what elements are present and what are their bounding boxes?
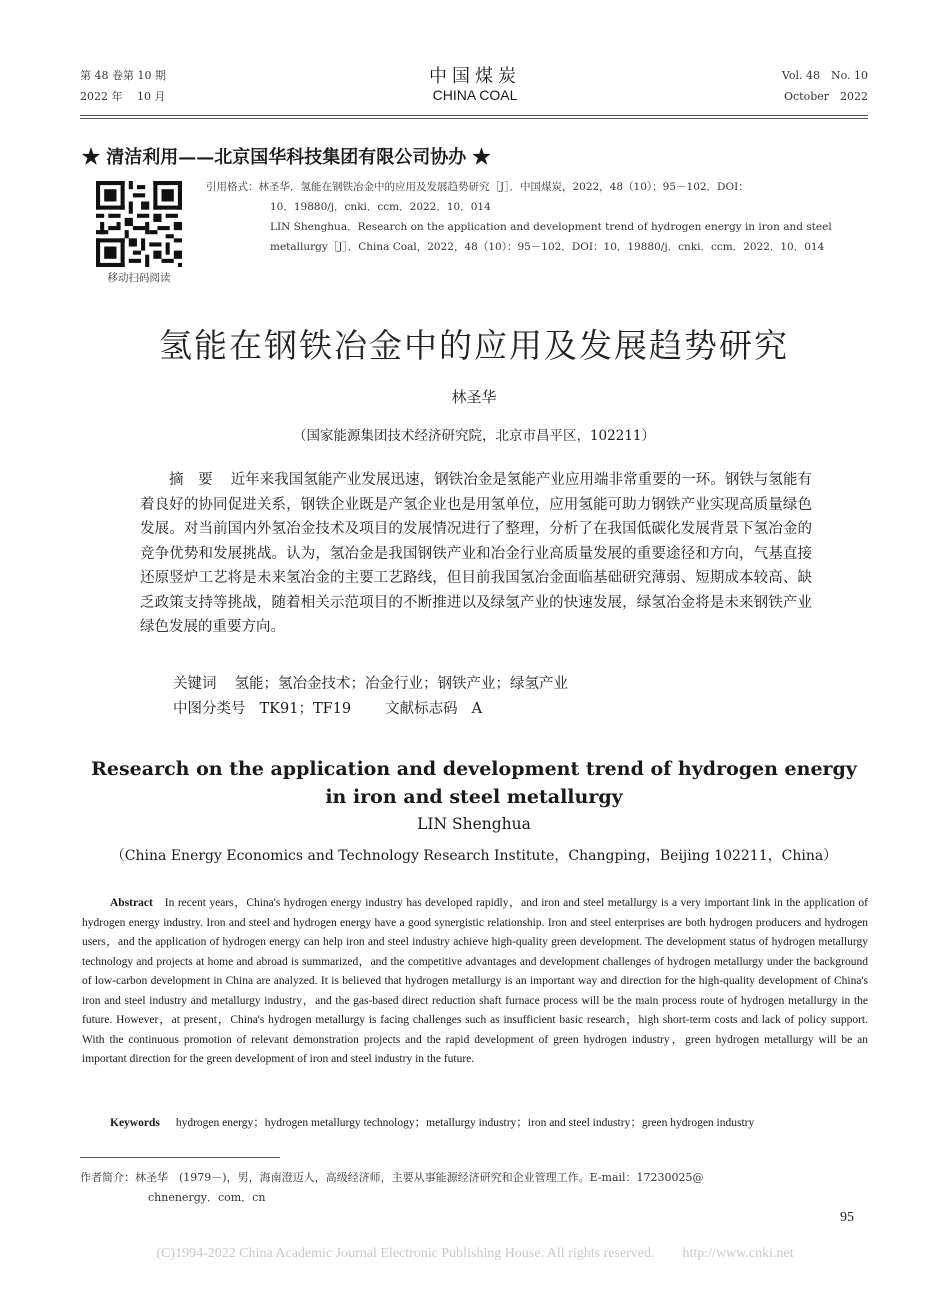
keywords-cn-label: 关键词 — [173, 676, 217, 692]
keywords-cn-text: 氢能；氢冶金技术；冶金行业；钢铁产业；绿氢产业 — [234, 676, 568, 692]
affiliation-cn: （国家能源集团技术经济研究院，北京市昌平区，102211） — [292, 428, 656, 444]
citation-line: 10．19880/j．cnki．ccm．2022．10．014 — [270, 201, 491, 213]
journal-name-cn: 中国煤炭 — [429, 66, 521, 87]
volume-issue-en: Vol. 48 No. 10 — [781, 69, 868, 82]
keywords-en-label: Keywords — [110, 1117, 160, 1129]
date-cn: 2022 年 10 月 — [80, 90, 166, 103]
section-banner: ★ 清洁利用——北京国华科技集团有限公司协办 ★ — [82, 147, 491, 168]
abstract-en — [82, 894, 868, 1070]
abstract-cn-text: 近年来我国氢能产业发展迅速，钢铁冶金是氢能产业应用端非常重要的一环。钢铁与氢能有着良好的协同促进关系，钢铁企业既是产氢企业也是用氢单位，应用氢能可助力钢铁产业实现高质量绿色发展。对当前国内外氢冶金技术及项目的发展情况进行了整理，分析了在我国低碳化发展背景下氢冶金的竞争优势和发展挑战。认为，氢冶金是我国钢铁产业和冶金行业高质量发展的重要途径和方向，气基直接还原竖炉工艺将是未来氢冶金的主要工艺路线，但目前我国氢冶金面临基础研究薄弱、短期成本较高、缺乏政策支持等挑战，随着相关示范项目的不断推进以及绿氢产业的快速发展，绿氢冶金将是未来钢铁产业绿色发展的重要方向。 — [140, 472, 813, 635]
qr-code-icon[interactable] — [96, 181, 182, 267]
page-number: 95 — [840, 1210, 854, 1225]
abstract-en-label: Abstract — [110, 897, 153, 909]
author-footnote — [80, 1168, 870, 1208]
footnote-line: 作者简介：林圣华 (1979－)，男，海南澄迈人，高级经济师，主要从事能源经济研究和企业管理工作。E-mail：17230025@ — [80, 1171, 704, 1184]
doc-code-label: 文献标志码 — [385, 701, 458, 717]
affiliation-en: （China Energy Economics and Technology Research Institute，Changping，Beijing 102211，China） — [110, 848, 838, 864]
abstract-cn-label: 摘 要 — [169, 472, 213, 488]
classification — [173, 697, 482, 721]
paper-title-en-line: in iron and steel metallurgy — [325, 786, 623, 808]
footnote-line: chnenergy．com．cn — [148, 1191, 266, 1204]
paper-title-cn: 氢能在钢铁冶金中的应用及发展趋势研究 — [159, 326, 789, 365]
citation-line: 引用格式：林圣华．氢能在钢铁冶金中的应用及发展趋势研究［J］．中国煤炭，2022，48（10）：95－102．DOI： — [206, 181, 749, 193]
keywords-en — [82, 1114, 868, 1134]
footnote-rule — [80, 1157, 280, 1158]
doc-code-value: A — [471, 701, 483, 717]
volume-issue-cn: 第 48 卷第 10 期 — [80, 69, 166, 82]
paper-title-en-line: Research on the application and development trend of hydrogen energy — [91, 758, 857, 780]
citation-block — [206, 177, 868, 257]
header-rule-2 — [80, 118, 868, 119]
citation-line: LIN Shenghua．Research on the application and development trend of hydrogen energy in iron and steel — [270, 221, 832, 233]
date-en: October 2022 — [783, 90, 868, 103]
header-rule — [80, 115, 868, 116]
abstract-cn — [140, 468, 812, 640]
keywords-cn — [173, 672, 568, 696]
classification-label: 中图分类号 — [173, 701, 246, 717]
author-en: LIN Shenghua — [417, 815, 531, 833]
abstract-en-text: In recent years，China's hydrogen energy industry has developed rapidly，and iron and steel metallurgy is a very important link in the application of hydrogen energy industry. Iron and steel and hydrogen energy have a good synergistic relationship. Iron and steel enterprises are both hydrogen producers and hydrogen users，and the application of hydrogen energy can help iron and steel industry achieve high-quality green development. The development status of hydrogen metallurgy technology and projects at home and abroad is summarized，and the competitive advantages and development challenges of hydrogen metallurgy under the background of low-carbon development in China are analyzed. It is believed that hydrogen metallurgy is an important way and direction for the high-quality development of China's iron and steel industry and metallurgy industry，and the gas-based direct reduction shaft furnace process will be the main process route of hydrogen metallurgy in the future. However，at present，China's hydrogen metallurgy is facing challenges such as insufficient basic research，high short-term costs and lack of policy support. With the continuous promotion of relevant demonstration projects and the rapid development of green hydrogen industry，green hydrogen metallurgy will be an important direction for the green development of iron and steel industry in the future. — [82, 897, 868, 1065]
classification-value: TK91；TF19 — [259, 701, 352, 717]
paper-title-en — [80, 755, 868, 811]
keywords-en-text: hydrogen energy；hydrogen metallurgy technology；metallurgy industry；iron and steel industry；green hydrogen industry — [175, 1117, 755, 1129]
journal-name-en: CHINA COAL — [432, 87, 518, 103]
citation-line: metallurgy［J］．China Coal，2022，48（10）：95－102．DOI：10．19880/j．cnki．ccm．2022．10．014 — [270, 241, 825, 253]
cnki-watermark: (C)1994-2022 China Academic Journal Electronic Publishing House. All rights reserved. http://www.cnki.net — [156, 1246, 794, 1261]
qr-caption: 移动扫码阅读 — [107, 272, 171, 284]
author-cn: 林圣华 — [451, 388, 497, 406]
